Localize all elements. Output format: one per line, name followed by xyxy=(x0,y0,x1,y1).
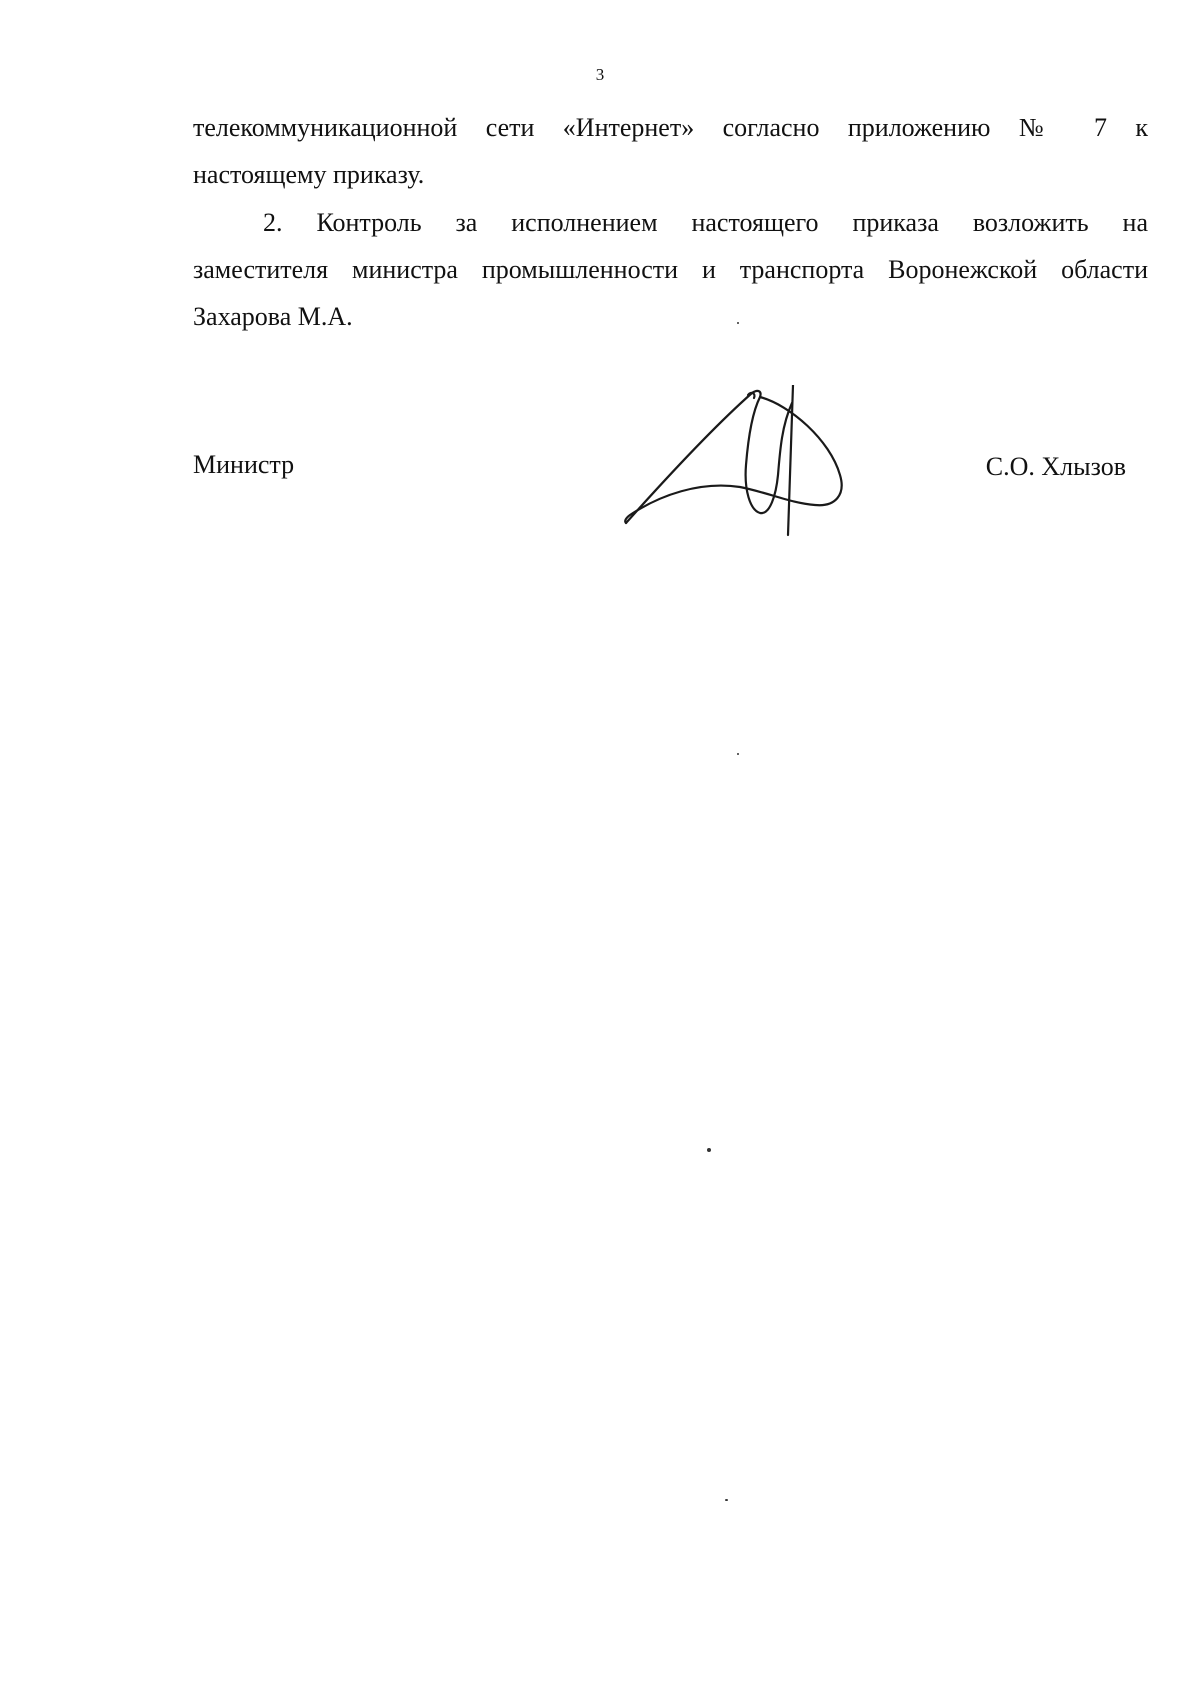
paragraph-2-line-3: Захарова М.А. xyxy=(193,302,353,331)
paragraph-1-line-1: телекоммуникационной сети «Интернет» согласно приложению № 7 к xyxy=(193,113,1148,142)
handwritten-signature xyxy=(620,385,880,545)
scan-speck xyxy=(725,1499,728,1501)
paragraph-1 xyxy=(193,104,1148,198)
scan-speck xyxy=(707,1148,711,1152)
signatory-name: С.О. Хлызов xyxy=(985,452,1126,481)
paragraph-2-line-2: заместителя министра промышленности и транспорта Воронежской области xyxy=(193,255,1148,284)
scan-speck xyxy=(737,322,739,324)
signatory-title: Министр xyxy=(193,450,295,479)
scan-speck xyxy=(737,753,739,755)
paragraph-1-line-2: настоящему приказу. xyxy=(193,160,425,189)
page-number: 3 xyxy=(595,65,605,84)
paragraph-2-line-1: 2. Контроль за исполнением настоящего приказа возложить на xyxy=(263,208,1148,237)
paragraph-2 xyxy=(193,199,1148,340)
